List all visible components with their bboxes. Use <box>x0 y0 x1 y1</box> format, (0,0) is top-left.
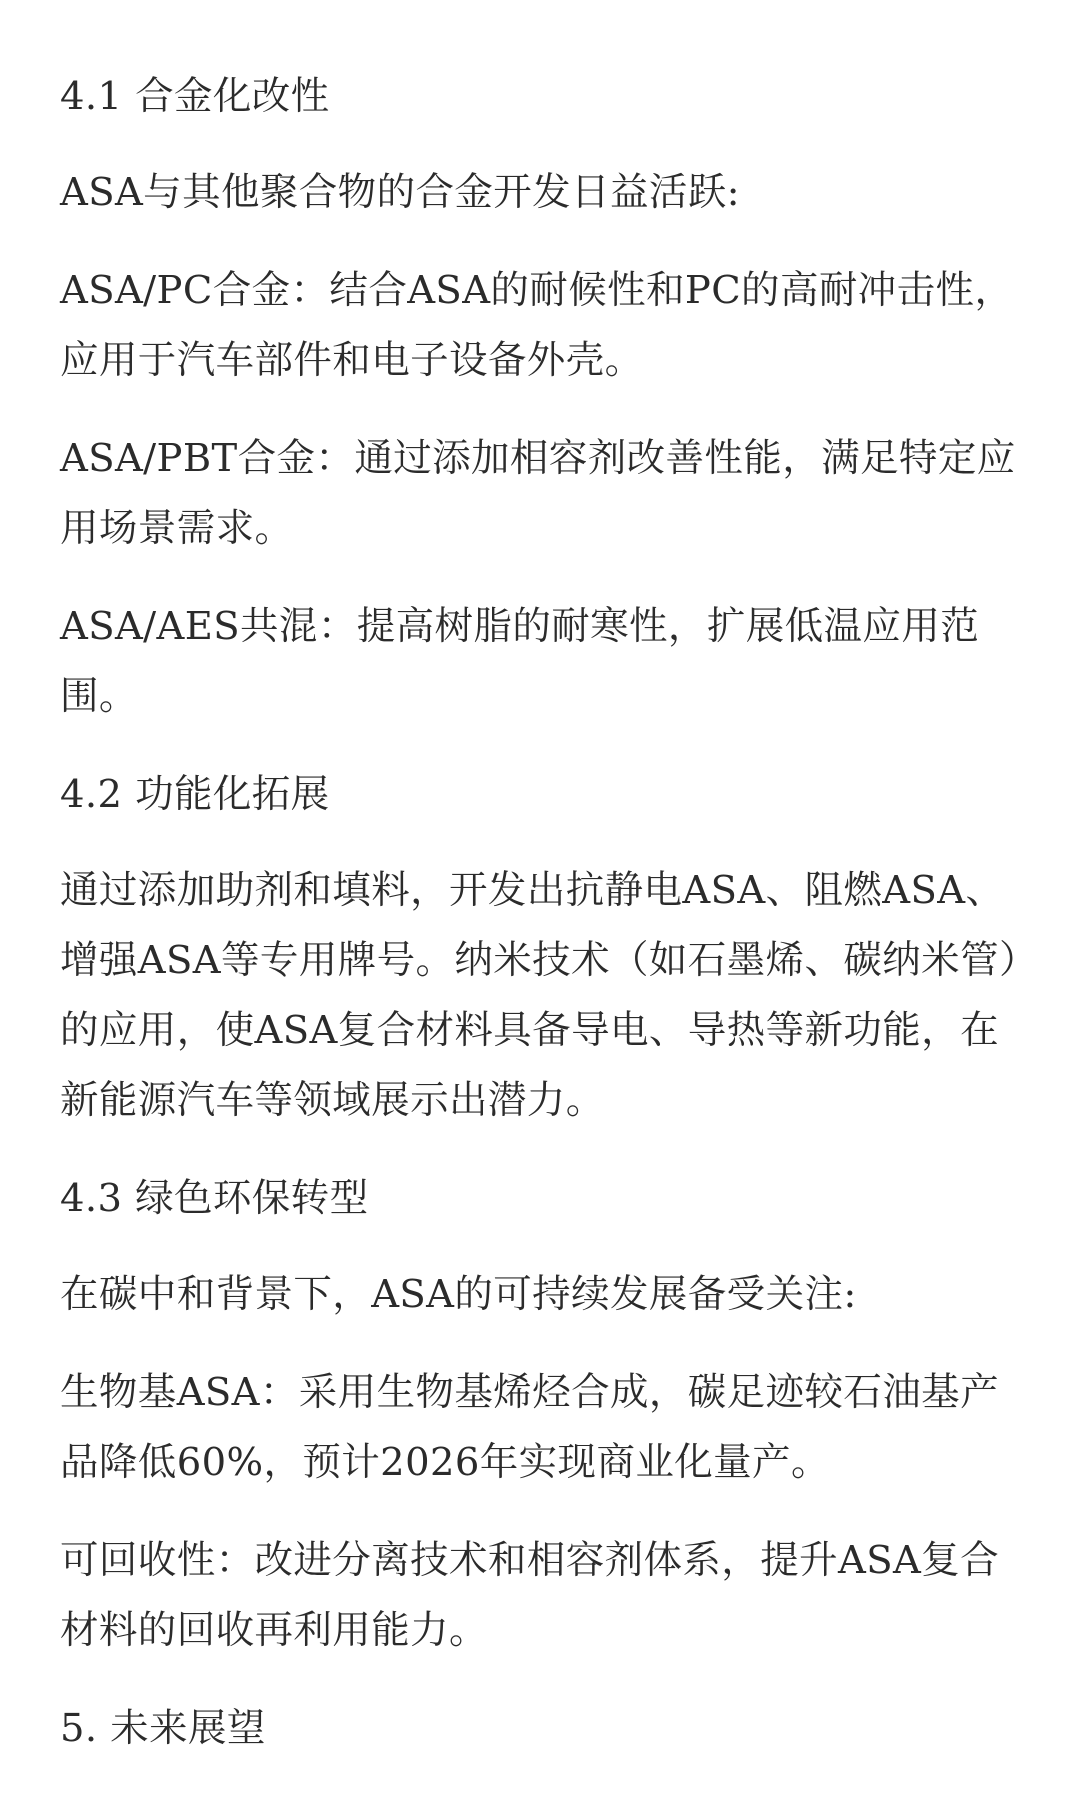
green-item-bio-based: 生物基ASA：采用生物基烯烃合成，碳足迹较石油基产品降低60%，预计2026年实现商业化量产。 <box>60 1370 999 1485</box>
section-intro-4-1: ASA与其他聚合物的合金开发日益活跃: <box>60 170 741 215</box>
section-body-4-2: 通过添加助剂和填料，开发出抗静电ASA、阻燃ASA、增强ASA等专用牌号。纳米技术（如石墨烯、碳纳米管）的应用，使ASA复合材料具备导电、导热等新功能，在新能源汽车等领域展示出潜力。 <box>60 868 1019 1123</box>
green-item-recyclability: 可回收性：改进分离技术和相容剂体系，提升ASA复合材料的回收再利用能力。 <box>60 1538 999 1653</box>
alloy-item-asa-pbt: ASA/PBT合金：通过添加相容剂改善性能，满足特定应用场景需求。 <box>60 436 1016 551</box>
section-intro-4-3: 在碳中和背景下，ASA的可持续发展备受关注: <box>60 1272 857 1317</box>
article-body <box>60 62 1020 1790</box>
alloy-item-asa-aes: ASA/AES共混：提高树脂的耐寒性，扩展低温应用范围。 <box>60 604 980 719</box>
section-heading-4-2: 4.2 功能化拓展 <box>60 772 330 817</box>
section-heading-4-3: 4.3 绿色环保转型 <box>60 1176 369 1221</box>
section-heading-4-1: 4.1 合金化改性 <box>60 74 330 119</box>
section-heading-5: 5. 未来展望 <box>60 1706 266 1751</box>
alloy-item-asa-pc: ASA/PC合金：结合ASA的耐候性和PC的高耐冲击性，应用于汽车部件和电子设备外壳。 <box>60 268 1014 383</box>
